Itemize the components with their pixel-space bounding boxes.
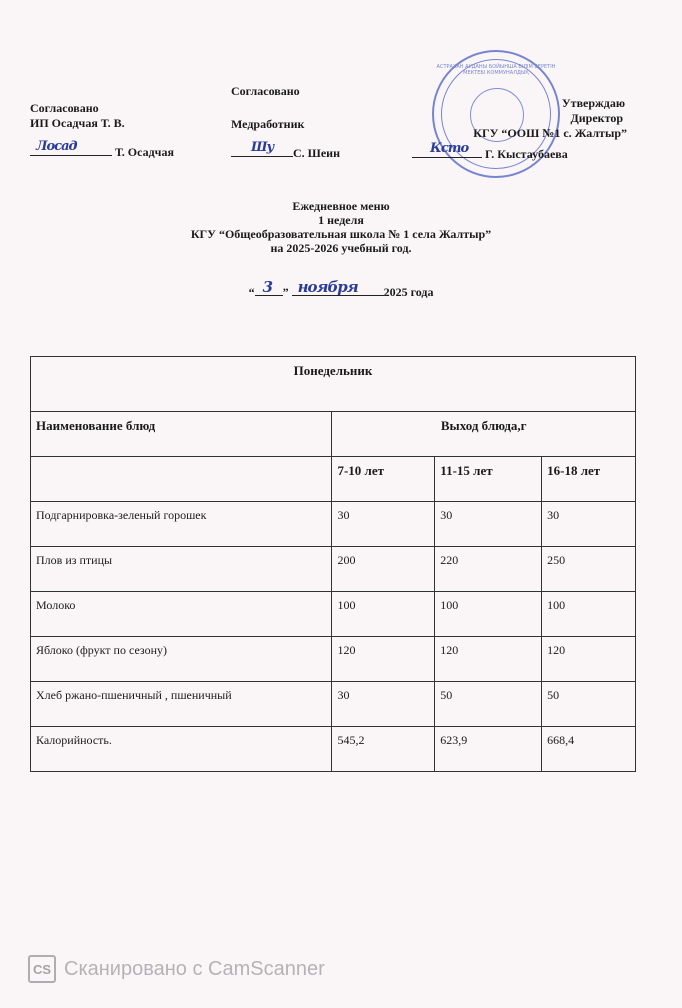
approval-left [30, 101, 174, 160]
approval-left-name: Т. Осадчая [115, 145, 174, 159]
quote-open: “ [248, 285, 255, 299]
value-7-10: 100 [332, 592, 435, 637]
stamp-text: АСТРАХАН АУДАНЫ БОЙЫНША БІЛІМ БЕРЕТІН МЕКТЕБІ КОММУНАЛДЫҚ [436, 64, 556, 76]
approval-right-name: Г. Кыстаубаева [485, 147, 568, 161]
value-16-18: 50 [542, 682, 636, 727]
dish-name: Хлеб ржано-пшеничный , пшеничный [31, 682, 332, 727]
approval-left-org: ИП Осадчая Т. В. [30, 116, 125, 130]
approval-right-label: Утверждаю [561, 96, 625, 110]
value-11-15: 50 [435, 682, 542, 727]
camscanner-logo-icon: CS [28, 955, 56, 983]
approval-middle-signature-row [231, 142, 340, 161]
age-header-row [31, 457, 636, 502]
value-7-10: 30 [332, 682, 435, 727]
value-7-10: 120 [332, 637, 435, 682]
value-11-15: 120 [435, 637, 542, 682]
signature-right: Ксто [430, 141, 469, 156]
dish-name: Подгарнировка-зеленый горошек [31, 502, 332, 547]
table-row [31, 502, 636, 547]
document-date [0, 278, 682, 299]
value-11-15: 100 [435, 592, 542, 637]
value-16-18: 100 [542, 592, 636, 637]
age-header-empty [31, 457, 332, 502]
table-row [31, 592, 636, 637]
approval-right-role: Директор [570, 111, 623, 125]
dish-name: Плов из птицы [31, 547, 332, 592]
camscanner-watermark [28, 955, 325, 983]
table-row [31, 637, 636, 682]
dish-name: Молоко [31, 592, 332, 637]
signature-line [30, 141, 112, 156]
approval-middle-label: Согласовано [231, 84, 300, 98]
date-month-field [292, 278, 384, 296]
quote-close: ” [282, 285, 289, 299]
value-11-15: 220 [435, 547, 542, 592]
approval-middle-role: Медработник [231, 117, 305, 131]
approval-left-signature-row [30, 141, 174, 160]
value-7-10: 30 [332, 502, 435, 547]
value-7-10: 545,2 [332, 727, 435, 772]
value-11-15: 30 [435, 502, 542, 547]
approval-middle [231, 84, 340, 161]
signature-line [412, 143, 482, 158]
dish-name: Калорийность. [31, 727, 332, 772]
approval-right-signature-row [412, 143, 568, 162]
title-line-4: на 2025-2026 учебный год. [270, 241, 412, 255]
table-row [31, 682, 636, 727]
approval-right [430, 96, 630, 141]
title-line-2: 1 неделя [318, 213, 364, 227]
calorie-row [31, 727, 636, 772]
approval-middle-name: С. Шеин [293, 146, 340, 160]
age-header-11-15: 11-15 лет [435, 457, 542, 502]
title-line-3: КГУ “Общеобразовательная школа № 1 села Жалтыр” [190, 227, 492, 241]
date-month: ноября [297, 278, 358, 296]
value-16-18: 668,4 [542, 727, 636, 772]
approval-right-org: КГУ “ООШ №1 с. Жалтыр” [473, 126, 627, 140]
column-header-row [31, 412, 636, 457]
value-7-10: 200 [332, 547, 435, 592]
date-day: 3 [262, 278, 272, 296]
header-output: Выход блюда,г [332, 412, 636, 457]
dish-name: Яблоко (фрукт по сезону) [31, 637, 332, 682]
value-16-18: 30 [542, 502, 636, 547]
age-header-7-10: 7-10 лет [332, 457, 435, 502]
value-16-18: 250 [542, 547, 636, 592]
table-row [31, 547, 636, 592]
title-line-1: Ежедневное меню [292, 199, 390, 213]
day-label: Понедельник [31, 357, 636, 412]
value-16-18: 120 [542, 637, 636, 682]
day-row [31, 357, 636, 412]
signature-line [231, 142, 293, 157]
signature-middle: Шу [251, 140, 274, 155]
approval-left-label: Согласовано [30, 101, 99, 115]
document-title [0, 199, 682, 255]
date-day-field [255, 278, 283, 296]
camscanner-text: Сканировано с CamScanner [64, 957, 325, 980]
menu-table [30, 356, 636, 772]
signature-left: Лосад [36, 139, 77, 154]
age-header-16-18: 16-18 лет [542, 457, 636, 502]
header-dish-name: Наименование блюд [31, 412, 332, 457]
date-year: 2025 года [383, 285, 434, 299]
value-11-15: 623,9 [435, 727, 542, 772]
